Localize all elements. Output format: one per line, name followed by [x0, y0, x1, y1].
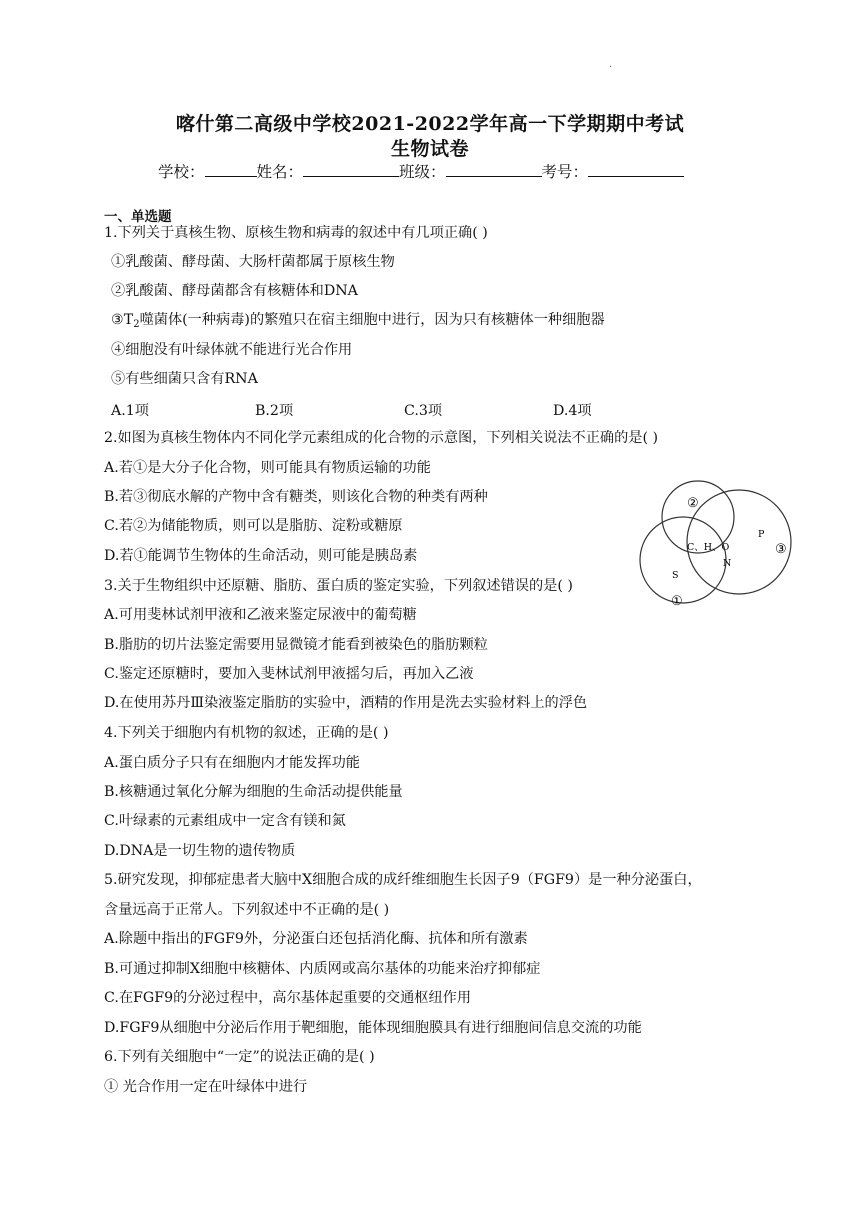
q3-option-a[interactable]: A.可用斐林试剂甲液和乙液来鉴定尿液中的葡萄糖 — [104, 607, 417, 623]
q5-option-b[interactable]: B.可通过抑制X细胞中核糖体、内质网或高尔基体的功能来治疗抑郁症 — [104, 961, 541, 977]
q2-option-b[interactable]: B.若③彻底水解的产物中含有糖类，则该化合物的种类有两种 — [104, 489, 488, 505]
q6-stem: 6.下列有关细胞中“一定”的说法正确的是( ) — [104, 1049, 375, 1065]
q1-stem: 1.下列关于真核生物、原核生物和病毒的叙述中有几项正确( ) — [104, 225, 488, 241]
label-circle-2: ② — [687, 496, 699, 511]
element-venn-diagram — [635, 475, 815, 615]
q1-item-3: $③T_2$噬菌体(一种病毒)的繁殖只在宿主细胞中进行，因为只有核糖体一种细胞器 — [111, 312, 605, 330]
label-s: S — [672, 570, 679, 581]
q1-item-4: ④细胞没有叶绿体就不能进行光合作用 — [111, 342, 353, 358]
number-label: 考号： — [541, 163, 589, 181]
header-dot: · — [609, 62, 613, 73]
school-label: 学校： — [158, 163, 205, 181]
q4-option-d[interactable]: D.DNA是一切生物的遗传物质 — [104, 843, 296, 859]
name-blank[interactable] — [303, 160, 399, 177]
label-circle-1: ① — [671, 594, 683, 609]
q4-option-c[interactable]: C.叶绿素的元素组成中一定含有镁和氮 — [104, 813, 346, 829]
q1-option-d[interactable]: D.4项 — [553, 403, 592, 419]
q1-item-5: ⑤有些细菌只含有RNA — [111, 371, 258, 387]
q3-option-d[interactable]: D.在使用苏丹Ⅲ染液鉴定脂肪的实验中，酒精的作用是洗去实验材料上的浮色 — [104, 695, 588, 711]
label-p: P — [758, 529, 765, 540]
name-label: 姓名： — [256, 163, 304, 181]
label-center-elements: C、H、O — [687, 542, 730, 553]
q5-option-a[interactable]: A.除题中指出的FGF9外，分泌蛋白还包括消化酶、抗体和所有激素 — [104, 931, 528, 947]
q2-stem: 2.如图为真核生物体内不同化学元素组成的化合物的示意图，下列相关说法不正确的是( ) — [104, 430, 659, 446]
school-blank[interactable] — [205, 160, 257, 177]
q6-item-1: ① 光合作用一定在叶绿体中进行 — [104, 1079, 308, 1095]
q4-stem: 4.下列关于细胞内有机物的叙述，正确的是( ) — [104, 725, 389, 741]
q5-stem-line-1: 5.研究发现，抑郁症患者大脑中X细胞合成的成纤维细胞生长因子9（FGF9）是一种分泌蛋白， — [104, 872, 702, 888]
q1-option-b[interactable]: B.2项 — [255, 403, 294, 419]
q3-option-b[interactable]: B.脂肪的切片法鉴定需要用显微镜才能看到被染色的脂肪颗粒 — [104, 637, 488, 653]
q5-stem-line-2: 含量远高于正常人。下列叙述中不正确的是( ) — [104, 902, 390, 918]
q2-option-c[interactable]: C.若②为储能物质，则可以是脂肪、淀粉或糖原 — [104, 518, 403, 534]
q5-option-d[interactable]: D.FGF9从细胞中分泌后作用于靶细胞，能体现细胞膜具有进行细胞间信息交流的功能 — [104, 1020, 642, 1036]
q3-stem: 3.关于生物组织中还原糖、脂肪、蛋白质的鉴定实验，下列叙述错误的是( ) — [104, 578, 573, 594]
number-blank[interactable] — [588, 160, 684, 177]
student-info-line — [158, 160, 684, 182]
q4-option-b[interactable]: B.核糖通过氧化分解为细胞的生命活动提供能量 — [104, 784, 403, 800]
exam-title: 喀什第二高级中学校2021-2022学年高一下学期期中考试 — [175, 113, 685, 135]
q1-item-1: ①乳酸菌、酵母菌、大肠杆菌都属于原核生物 — [111, 254, 395, 270]
q2-option-a[interactable]: A.若①是大分子化合物，则可能具有物质运输的功能 — [104, 460, 431, 476]
label-n: N — [723, 558, 732, 569]
q4-option-a[interactable]: A.蛋白质分子只有在细胞内才能发挥功能 — [104, 755, 360, 771]
q3-option-c[interactable]: C.鉴定还原糖时，要加入斐林试剂甲液摇匀后，再加入乙液 — [104, 666, 474, 682]
class-label: 班级： — [399, 163, 446, 181]
section-heading: 一、单选题 — [104, 209, 172, 225]
q1-option-a[interactable]: A.1项 — [111, 403, 149, 419]
q2-option-d[interactable]: D.若①能调节生物体的生命活动，则可能是胰岛素 — [104, 548, 418, 564]
exam-subtitle: 生物试卷 — [390, 138, 469, 160]
q1-item-2: ②乳酸菌、酵母菌都含有核糖体和DNA — [111, 283, 358, 299]
label-circle-3: ③ — [775, 542, 787, 557]
circle-1 — [640, 517, 726, 603]
class-blank[interactable] — [446, 160, 542, 177]
q1-option-c[interactable]: C.3项 — [404, 403, 443, 419]
q5-option-c[interactable]: C.在FGF9的分泌过程中，高尔基体起重要的交通枢纽作用 — [104, 990, 472, 1006]
